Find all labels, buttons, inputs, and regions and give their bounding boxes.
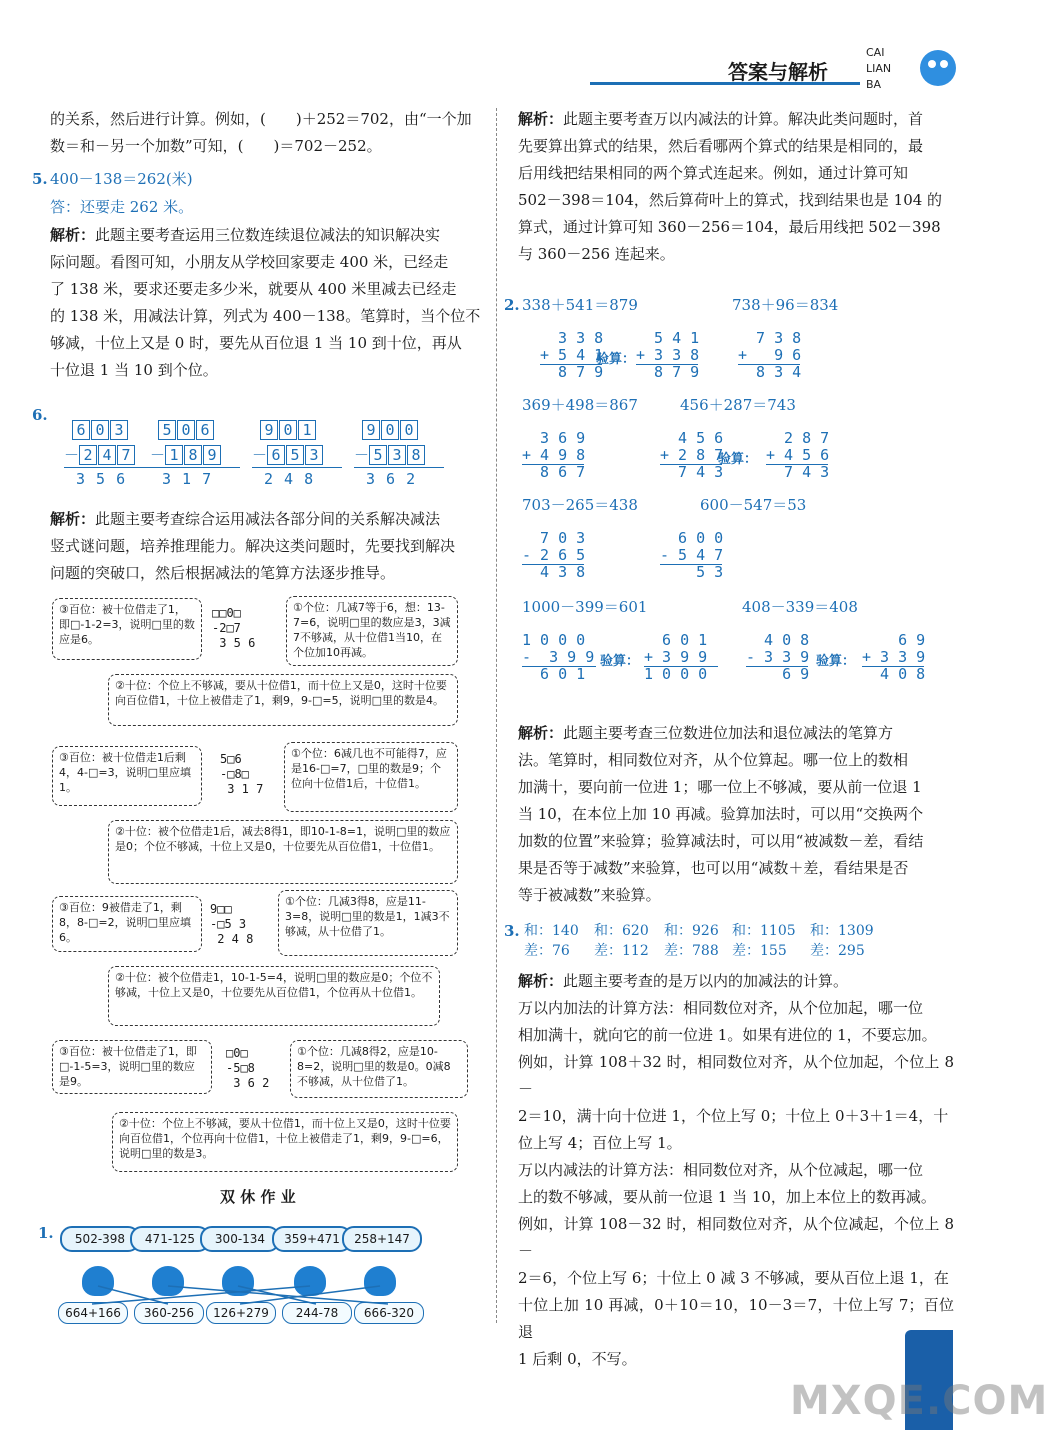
- vertical-calc: 6 9 + 3 3 9 4 0 8: [862, 631, 926, 683]
- vertical-calc: 3 3 8 + 5 4 1 8 7 9: [540, 329, 604, 381]
- digit-box: 1: [298, 420, 316, 440]
- q2-analysis-label: 解析：: [518, 724, 564, 742]
- digit-box: 4: [98, 445, 116, 465]
- q3-analysis: [518, 968, 954, 1373]
- q6-problem: [64, 420, 154, 488]
- vertical-calc: 3 6 9 + 4 9 8 8 6 7: [522, 429, 586, 481]
- sum-value: 和：926: [664, 923, 719, 939]
- q2-analysis-line: 等于被减数”来验算。: [518, 886, 661, 904]
- q2-number: 2.: [504, 296, 520, 314]
- calc-rule: [766, 464, 828, 465]
- q5-analysis-line: 此题主要考查运用三位数连续退位减法的知识解决实: [95, 226, 441, 244]
- note-middle: ②十位：被个位借走1后，减去8得1，即10-1-8=1，说明□里的数应是0；个位不够减，十位上又是0，十位要先从百位借1，十位借1。: [108, 820, 458, 884]
- cloud-expression: 471-125: [130, 1226, 210, 1252]
- note-left: ③百位：被十位借走了1，即□-1-5=3，说明□里的数应是9。: [52, 1040, 212, 1094]
- note-right: ①个位：6减几也不可能得7，应是16-□=7，□里的数是9；个位向十位借1后，十位借1。: [284, 742, 458, 812]
- q2-analysis-line: 法。笔算时，相同数位对齐，从个位算起。哪一位上的数相: [518, 751, 909, 769]
- note-vertical: 5□6 -□8□ 3 1 7: [220, 752, 264, 796]
- q3-sub-line: 2＝6，个位上写 6；十位上 0 减 3 不够减，要从百位上退 1，在: [518, 1269, 949, 1287]
- header-title: 答案与解析: [728, 60, 828, 84]
- cloud-expression: 258+147: [342, 1226, 422, 1252]
- difference-value: 差：788: [664, 943, 719, 959]
- q3-add-line: 相加满十，就向它的前一位进 1。如果有进位的 1，不要忘加。: [518, 1026, 937, 1044]
- q6-result: 3 1 7: [162, 470, 213, 488]
- vertical-calc: 2 8 7 + 4 5 6 7 4 3: [766, 429, 830, 481]
- digit-box: 9: [203, 445, 221, 465]
- q5-number: 5.: [32, 170, 48, 188]
- mascot-icon: [858, 34, 958, 114]
- q6-problem: [252, 420, 342, 488]
- q6-subtrahend: － 6 5 3: [252, 444, 342, 468]
- q2-eq: 408－339＝408: [742, 598, 858, 616]
- note-left: ③百位：9被借走了1，剩8，8-□=2，说明□里应填6。: [52, 896, 202, 952]
- digit-box: 6: [196, 420, 214, 440]
- q6-minuend: [150, 420, 240, 440]
- calc-rule: [644, 666, 718, 667]
- q2-analysis-line: 加满十，要向前一位进 1；哪一位上不够减，要从前一位退 1: [518, 778, 922, 796]
- q6-minuend: [354, 420, 444, 440]
- q6-subtrahend: － 2 4 7: [64, 444, 154, 468]
- weekend-q1-number: 1.: [38, 1224, 54, 1242]
- q2-eq: 703－265＝438: [522, 496, 638, 514]
- note-middle: ②十位：被个位借走1，10-1-5=4，说明□里的数应是0；个位不够减，十位上又是0，十位要先从百位借1，个位再从十位借1。: [108, 966, 440, 1026]
- cloud-expression: 300-134: [200, 1226, 280, 1252]
- digit-box: 0: [400, 420, 418, 440]
- q3-number: 3.: [504, 922, 520, 940]
- q5-equation: 400－138＝262(米): [50, 170, 193, 188]
- q5-analysis-line: 够减，十位上又是 0 时，要先从百位退 1 当 10 到十位，再从: [50, 334, 462, 352]
- q6-number: 6.: [32, 406, 48, 424]
- q6-result: 2 4 8: [264, 470, 315, 488]
- q6-subtrahend: － 5 3 8: [354, 444, 444, 468]
- calc-rule: [862, 666, 924, 667]
- sum-value: 和：1309: [810, 923, 874, 939]
- analysis-1-line: 先要算出算式的结果，然后看哪两个算式的结果是相同的，最: [518, 137, 924, 155]
- q5-analysis-label: 解析：: [50, 226, 96, 244]
- digit-box: 9: [260, 420, 278, 440]
- q2-analysis-line: 当 10，在本位上加 10 再减。验算加法时，可以用“交换两个: [518, 805, 924, 823]
- vertical-calc: 6 0 1 + 3 9 9 1 0 0 0: [644, 631, 708, 683]
- note-middle: ②十位：个位上不够减，要从十位借1，而十位上又是0，这时十位要向百位借1，个位再向十位借1，十位上被借走了1，剩9，9-□=6，说明□里的数是3。: [112, 1112, 458, 1172]
- digit-box: 0: [279, 420, 297, 440]
- svg-text:BA: BA: [866, 78, 882, 91]
- q2-analysis-line: 果是否等于减数”来验算，也可以用“减数＋差，看结果是否: [518, 859, 909, 877]
- calc-rule: [746, 666, 808, 667]
- q2-analysis-line: 此题主要考查三位数进位加法和退位减法的笔算方: [563, 724, 894, 742]
- calc-rule: [660, 464, 722, 465]
- digit-box: 5: [286, 445, 304, 465]
- analysis-1-label: 解析：: [518, 110, 564, 128]
- analysis-1-line: 算式，通过计算可知 360－256＝104，最后用线把 502－398: [518, 218, 941, 236]
- q6-minuend: [252, 420, 342, 440]
- q6-subtrahend: － 1 8 9: [150, 444, 240, 468]
- calc-rule: [540, 364, 602, 365]
- q6-result: 3 6 2: [366, 470, 417, 488]
- q3-sub-line: 十位上加 10 再减，0＋10＝10，10－3＝7，十位上写 7；百位退: [518, 1296, 954, 1341]
- q6-minuend: [64, 420, 154, 440]
- q3-add-line: 万以内加法的计算方法：相同数位对齐，从个位加起，哪一位: [518, 999, 924, 1017]
- calc-rule: [522, 666, 596, 667]
- lily-pad-expression: 126+279: [206, 1302, 276, 1324]
- digit-box: 8: [407, 445, 425, 465]
- vertical-calc: 7 0 3 - 2 6 5 4 3 8: [522, 529, 586, 581]
- digit-box: 7: [117, 445, 135, 465]
- sum-value: 和：1105: [732, 923, 796, 939]
- vertical-calc: 6 0 0 - 5 4 7 5 3: [660, 529, 724, 581]
- q6-analysis-line: 问题的突破口，然后根据减法的笔算方法逐步推导。: [50, 564, 396, 582]
- q5-analysis-line: 的 138 米，用减法计算，列式为 400－138。笔算时，当个位不: [50, 307, 481, 325]
- calc-rule: [522, 564, 584, 565]
- cloud-expression: 502-398: [60, 1226, 140, 1252]
- cloud-expression: 359+471: [272, 1226, 352, 1252]
- q3-sub-line: 1 后剩 0，不写。: [518, 1350, 637, 1368]
- digit-box: 3: [388, 445, 406, 465]
- note-right: ①个位：几减3得8，应是11-3=8，说明□里的数是1，1减3不够减，从十位借了1。: [278, 890, 458, 956]
- q5-analysis-line: 十位退 1 当 10 到个位。: [50, 361, 218, 379]
- analysis-1-line: 后用线把结果相同的两个算式连起来。例如，通过计算可知: [518, 164, 909, 182]
- vertical-calc: 7 3 8 + 9 6 8 3 4: [738, 329, 802, 381]
- note-vertical: □0□ -5□8 3 6 2: [226, 1046, 270, 1090]
- q3-add-line: 位上写 4；百位上写 1。: [518, 1134, 682, 1152]
- q6-analysis-label: 解析：: [50, 510, 96, 528]
- matching-lines: [40, 1276, 480, 1316]
- lily-pad-expression: 244-78: [282, 1302, 352, 1324]
- q6-problem: [150, 420, 240, 488]
- difference-value: 差：155: [732, 943, 787, 959]
- calc-rule: [738, 364, 800, 365]
- note-right: ①个位：几减7等于6，想：13-7=6，说明□里的数应是3，3减7不够减，从十位借1当10，在个位加10再减。: [286, 596, 458, 666]
- digit-box: 9: [362, 420, 380, 440]
- calc-rule: [636, 364, 698, 365]
- calc-rule: [522, 464, 584, 465]
- q3-analysis-label: 解析：: [518, 972, 564, 990]
- note-vertical: 9□□ -□5 3 2 4 8: [210, 902, 254, 946]
- vertical-calc: 5 4 1 + 3 3 8 8 7 9: [636, 329, 700, 381]
- column-divider: [496, 108, 497, 1323]
- check-label: 验算：: [816, 654, 856, 669]
- q2-eq: 600－547＝53: [700, 496, 807, 514]
- note-right: ①个位：几减8得2，应是10-8=2，说明□里的数是0。0减8不够减，从十位借了1。: [290, 1040, 468, 1098]
- q6-result: 3 5 6: [76, 470, 127, 488]
- watermark: MXQE.COM: [790, 1378, 1048, 1424]
- weekend-title: 双 休 作 业: [220, 1188, 296, 1206]
- digit-box: 0: [381, 420, 399, 440]
- q3-sub-line: 上的数不够减，要从前一位退 1 当 10，加上本位上的数再减。: [518, 1188, 936, 1206]
- difference-value: 差：76: [524, 943, 570, 959]
- digit-box: 6: [72, 420, 90, 440]
- q2-eq: 738＋96＝834: [732, 296, 839, 314]
- calc-rule: [660, 564, 722, 565]
- q3-add-line: 例如，计算 108＋32 时，相同数位对齐，从个位加起，个位上 8－: [518, 1053, 954, 1098]
- vertical-calc: 4 5 6 + 2 8 7 7 4 3: [660, 429, 724, 481]
- vertical-calc: 1 0 0 0 - 3 9 9 6 0 1: [522, 631, 595, 683]
- q3-sub-line: 万以内减法的计算方法：相同数位对齐，从个位减起，哪一位: [518, 1161, 924, 1179]
- q2-analysis: [518, 720, 954, 909]
- intro-line-1: 的关系，然后进行计算。例如，( )＋252＝702，由“一个加: [50, 110, 472, 128]
- q3-sub-line: 例如，计算 108－32 时，相同数位对齐，从个位减起，个位上 8－: [518, 1215, 954, 1260]
- digit-box: 3: [305, 445, 323, 465]
- q5-analysis-line: 了 138 米，要求还要走多少米，就要从 400 米里减去已经走: [50, 280, 457, 298]
- digit-box: 2: [79, 445, 97, 465]
- q6-analysis-line: 竖式谜问题，培养推理能力。解决这类问题时，先要找到解决: [50, 537, 456, 555]
- q2-eq: 1000－399＝601: [522, 598, 648, 616]
- q6-problem: [354, 420, 444, 488]
- digit-box: 6: [267, 445, 285, 465]
- analysis-1-line: 与 360－256 连起来。: [518, 245, 675, 263]
- q2-eq: 456＋287＝743: [680, 396, 796, 414]
- note-middle: ②十位：个位上不够减，要从十位借1，而十位上又是0，这时十位要向百位借1，十位上被借走了1，剩9，9-□=5，说明□里的数是4。: [108, 674, 458, 726]
- note-left: ③百位：被十位借走1后剩4，4-□=3，说明□里应填1。: [52, 746, 202, 806]
- q5-analysis: [50, 222, 485, 384]
- q5-answer: 答：还要走 262 米。: [50, 198, 194, 216]
- left-column: [50, 106, 485, 160]
- digit-box: 0: [91, 420, 109, 440]
- lily-pad-expression: 360-256: [134, 1302, 204, 1324]
- q3-add-line: 2＝10，满十向十位进 1，个位上写 0；十位上 0＋3＋1＝4，十: [518, 1107, 949, 1125]
- intro-line-2: 数＝和－另一个加数”可知，( )＝702－252。: [50, 137, 382, 155]
- digit-box: 8: [184, 445, 202, 465]
- q6-analysis: [50, 506, 485, 587]
- analysis-1-line: 502－398＝104，然后算荷叶上的算式，找到结果也是 104 的: [518, 191, 943, 209]
- check-label: 验算：: [600, 654, 640, 669]
- q2-analysis-line: 加数的位置”来验算；验算减法时，可以用“被减数－差，看结: [518, 832, 924, 850]
- check-label: 验算：: [596, 352, 636, 367]
- vertical-calc: 4 0 8 - 3 3 9 6 9: [746, 631, 810, 683]
- check-label: 验算：: [718, 452, 758, 467]
- digit-box: 0: [177, 420, 195, 440]
- digit-box: 3: [110, 420, 128, 440]
- lily-pad-expression: 666-320: [354, 1302, 424, 1324]
- note-vertical: □□0□ -2□7 3 5 6: [212, 606, 256, 650]
- q6-analysis-line: 此题主要考查综合运用减法各部分间的关系解决减法: [95, 510, 441, 528]
- digit-box: 5: [158, 420, 176, 440]
- analysis-1-line: 此题主要考查万以内减法的计算。解决此类问题时，首: [563, 110, 924, 128]
- digit-box: 1: [165, 445, 183, 465]
- note-left: ③百位：被十位借走了1，即□-1-2=3，说明□里的数应是6。: [52, 598, 202, 660]
- svg-text:LIAN: LIAN: [866, 62, 892, 75]
- digit-box: 5: [369, 445, 387, 465]
- sum-value: 和：620: [594, 923, 649, 939]
- q5-analysis-line: 际问题。看图可知，小朋友从学校回家要走 400 米，已经走: [50, 253, 449, 271]
- analysis-1: [518, 106, 954, 268]
- difference-value: 差：295: [810, 943, 865, 959]
- sum-value: 和：140: [524, 923, 579, 939]
- svg-text:CAI: CAI: [866, 46, 885, 59]
- q2-eq: 338＋541＝879: [522, 296, 638, 314]
- difference-value: 差：112: [594, 943, 649, 959]
- q2-eq: 369＋498＝867: [522, 396, 638, 414]
- lily-pad-expression: 664+166: [58, 1302, 128, 1324]
- q3-analysis-line: 此题主要考查的是万以内的加减法的计算。: [563, 972, 849, 990]
